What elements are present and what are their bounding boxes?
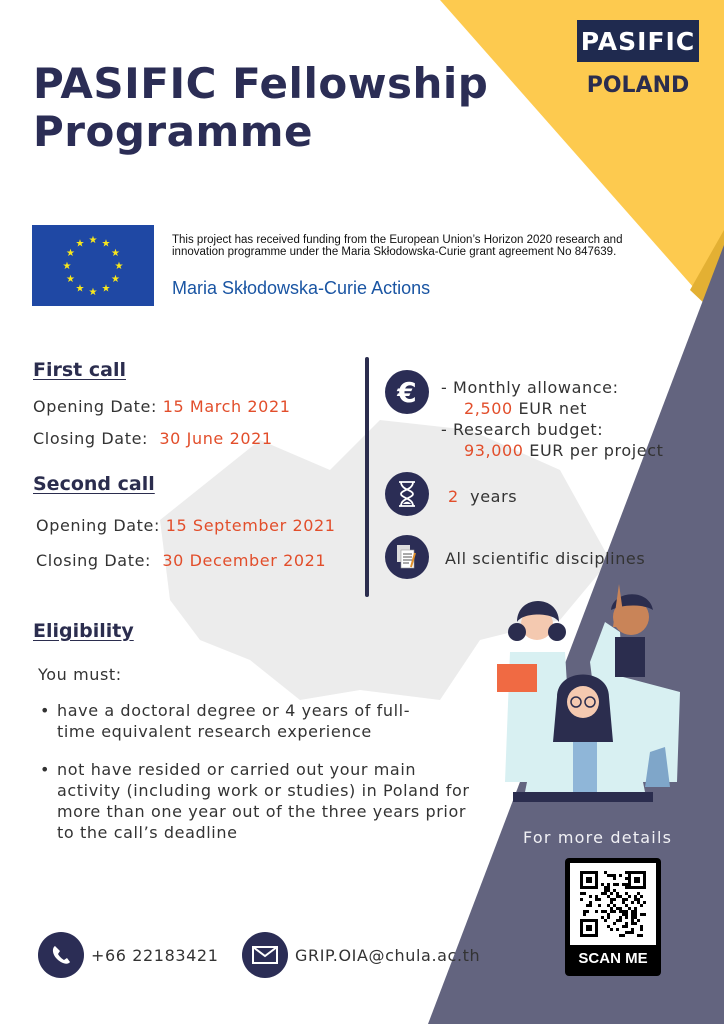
qr-module [640, 928, 643, 931]
qr-module [631, 916, 634, 919]
qr-module [631, 928, 634, 931]
qr-module [586, 877, 592, 883]
envelope-icon [242, 932, 288, 978]
qr-module [613, 910, 616, 913]
qr-module [634, 910, 637, 913]
qr-module [625, 877, 628, 880]
qr-module [625, 871, 628, 874]
closing-label: Closing Date: [33, 429, 149, 448]
qr-module [616, 892, 619, 895]
qr-module [610, 874, 613, 877]
qr-module [601, 910, 604, 913]
qr-module [628, 907, 631, 910]
logo-text: PASIFIC [580, 26, 696, 56]
qr-module [607, 874, 610, 877]
opening-value: 15 March 2021 [162, 397, 291, 416]
phone-icon [38, 932, 84, 978]
allowance-amount: 2,500 [464, 399, 513, 418]
qr-module [643, 913, 646, 916]
eu-star: ★ [111, 274, 121, 285]
qr-module [634, 895, 637, 898]
qr-module [619, 907, 622, 910]
qr-module [622, 883, 625, 886]
qr-module [610, 901, 613, 904]
qr-module [625, 898, 628, 901]
qr-module [640, 934, 643, 937]
pasific-logo [577, 20, 699, 62]
qr-module [622, 910, 625, 913]
qr-module [610, 928, 613, 931]
logo-country: POLAND [586, 73, 690, 98]
qr-module [619, 919, 622, 922]
qr-module [607, 895, 610, 898]
qr-module [628, 895, 631, 898]
qr-module [634, 916, 637, 919]
first-call-opening [33, 397, 291, 416]
eu-star: ★ [88, 287, 98, 298]
qr-module [637, 901, 640, 904]
duration-number: 2 [448, 487, 459, 506]
allowance-value [441, 398, 664, 419]
eu-star: ★ [101, 283, 111, 295]
qr-module [634, 913, 637, 916]
qr-module [601, 883, 604, 886]
budget-value [441, 440, 664, 461]
eligibility-list [40, 700, 490, 860]
qr-module [625, 922, 628, 925]
qr-module [640, 925, 643, 928]
qr-module [622, 925, 625, 928]
qr-module [583, 910, 586, 913]
eu-star: ★ [114, 261, 124, 272]
eu-star: ★ [65, 274, 75, 285]
eligibility-item: • have a doctoral degree or 4 years of full-time equivalent research experience [40, 700, 437, 742]
qr-module [631, 910, 634, 913]
qr-module [619, 934, 622, 937]
qr-module [616, 895, 619, 898]
qr-module [616, 919, 619, 922]
qr-module [625, 910, 628, 913]
qr-module [625, 913, 628, 916]
opening-value: 15 September 2021 [165, 516, 336, 535]
qr-module [628, 931, 631, 934]
eu-star: ★ [101, 238, 111, 250]
qr-module [613, 904, 616, 907]
qr-module [616, 883, 619, 886]
eligibility-item: • not have resided or carried out your main activity (including work or studies) in Poland for more than one year out of the three years prior to the call’s deadline [40, 759, 477, 843]
qr-module [595, 910, 598, 913]
qr-module [625, 925, 628, 928]
qr-module [634, 907, 637, 910]
qr-module [613, 898, 616, 901]
qr-module [610, 898, 613, 901]
qr-module [607, 925, 610, 928]
qr-module [619, 874, 622, 877]
qr-module [637, 934, 640, 937]
funding-statement: This project has received funding from the European Union’s Horizon 2020 research and innovation programme under the Maria Skłodowska-Curie grant agreement No 847639. [172, 234, 623, 258]
eu-star: ★ [75, 283, 85, 295]
qr-module [622, 934, 625, 937]
closing-label: Closing Date: [36, 551, 152, 570]
qr-module [631, 913, 634, 916]
qr-module [607, 916, 610, 919]
qr-module [586, 904, 589, 907]
qr-module [625, 892, 628, 895]
qr-module [601, 892, 604, 895]
qr-module [595, 898, 598, 901]
qr-module [613, 874, 616, 877]
qr-module [631, 922, 634, 925]
qr-module [604, 886, 607, 889]
qr-code[interactable] [565, 858, 661, 976]
qr-module [589, 904, 592, 907]
closing-value: 30 June 2021 [159, 429, 273, 448]
qr-module [619, 910, 622, 913]
qr-module [631, 931, 634, 934]
qr-module [598, 904, 601, 907]
qr-module [610, 907, 613, 910]
documents-icon [385, 535, 429, 579]
scientists-illustration [495, 582, 695, 807]
qr-module [607, 904, 610, 907]
hourglass-icon [385, 472, 429, 516]
eu-star: ★ [111, 248, 121, 259]
qr-module [640, 895, 643, 898]
qr-module [607, 886, 610, 889]
eligibility-intro: You must: [38, 665, 122, 684]
qr-module [601, 916, 604, 919]
qr-module [613, 889, 616, 892]
qr-module [640, 904, 643, 907]
scan-me-label: SCAN ME [578, 950, 648, 967]
qr-module [589, 901, 592, 904]
duration-unit: years [470, 487, 518, 506]
page-title [33, 60, 488, 156]
title-line-2: Programme [33, 107, 313, 156]
qr-module [580, 892, 583, 895]
qr-module [604, 919, 607, 922]
qr-pattern [570, 863, 656, 945]
qr-module [643, 901, 646, 904]
second-call-closing [36, 551, 326, 570]
qr-module [610, 892, 613, 895]
qr-module [586, 925, 592, 931]
eu-star: ★ [75, 238, 85, 250]
qr-module [631, 901, 634, 904]
phone-number[interactable]: +66 22183421 [91, 946, 219, 965]
second-call-opening [36, 516, 336, 535]
qr-module [583, 913, 586, 916]
qr-module [619, 916, 622, 919]
budget-label: - Research budget: [441, 420, 604, 439]
qr-module [637, 898, 640, 901]
qr-module [634, 898, 637, 901]
opening-label: Opening Date: [36, 516, 160, 535]
eu-flag-icon [32, 225, 154, 306]
qr-module [616, 907, 619, 910]
qr-module [616, 928, 619, 931]
qr-module [613, 922, 616, 925]
qr-module [604, 892, 607, 895]
qr-module [613, 877, 616, 880]
msca-label: Maria Skłodowska-Curie Actions [172, 278, 431, 298]
qr-module [622, 901, 625, 904]
title-line-1: PASIFIC Fellowship [33, 59, 489, 108]
qr-module [619, 895, 622, 898]
qr-module [607, 913, 610, 916]
budget-amount: 93,000 [464, 441, 524, 460]
qr-module [604, 910, 607, 913]
closing-value: 30 December 2021 [162, 551, 327, 570]
qr-module [580, 898, 583, 901]
disciplines-info: All scientific disciplines [445, 549, 646, 568]
qr-module [622, 898, 625, 901]
first-call-closing [33, 429, 273, 448]
budget-unit: EUR per project [529, 441, 664, 460]
qr-module [625, 916, 628, 919]
duration-info [448, 486, 517, 507]
email-address[interactable]: GRIP.OIA@chula.ac.th [295, 946, 481, 965]
qr-module [625, 883, 628, 886]
qr-module [604, 889, 607, 892]
eligibility-heading: Eligibility [33, 620, 134, 642]
second-call-heading: Second call [33, 473, 155, 495]
qr-module [637, 892, 640, 895]
qr-module [610, 910, 613, 913]
money-info [441, 377, 664, 461]
eu-star: ★ [65, 248, 75, 259]
qr-module [613, 883, 616, 886]
qr-module [586, 910, 589, 913]
qr-module [583, 892, 586, 895]
vertical-divider [365, 357, 369, 597]
opening-label: Opening Date: [33, 397, 157, 416]
eu-star: ★ [62, 261, 72, 272]
qr-module [607, 883, 610, 886]
more-details-label: For more details [523, 828, 673, 847]
qr-module [595, 895, 598, 898]
qr-module [604, 871, 607, 874]
qr-module [625, 931, 628, 934]
euro-icon: € [385, 370, 429, 414]
qr-module [634, 877, 640, 883]
qr-module [598, 898, 601, 901]
first-call-heading: First call [33, 359, 126, 381]
qr-module [634, 922, 637, 925]
qr-module [622, 913, 625, 916]
allowance-unit: EUR net [518, 399, 587, 418]
eu-star: ★ [88, 235, 98, 246]
allowance-label: - Monthly allowance: [441, 378, 619, 397]
qr-module [631, 919, 634, 922]
qr-module [640, 913, 643, 916]
qr-module [607, 889, 610, 892]
qr-module [625, 904, 628, 907]
qr-module [637, 919, 640, 922]
qr-module [625, 886, 628, 889]
qr-module [589, 895, 592, 898]
